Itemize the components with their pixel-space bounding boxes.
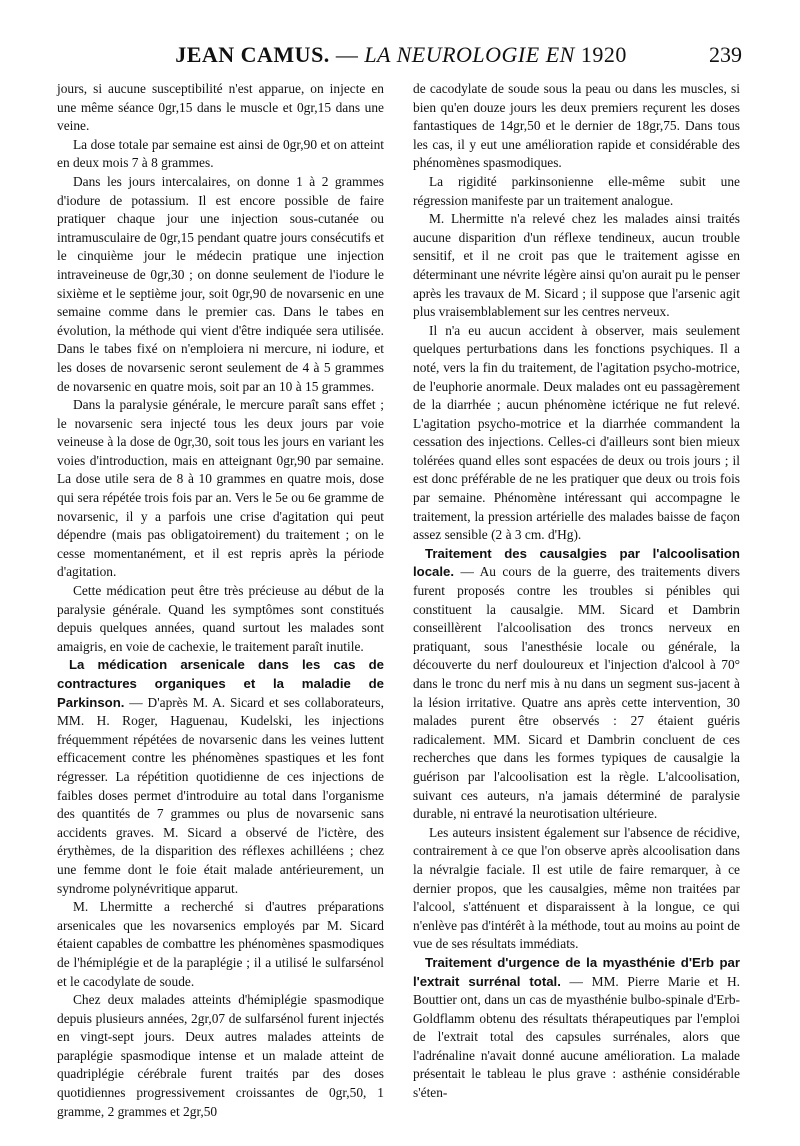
paragraph: de cacodylate de soude sous la peau ou dans les muscles, si bien qu'en douze jours les deux premiers reçurent les doses fantastiques de 14gr,50 et le dernier de 18gr,75. Dans tous les cas, il y eut une amélioration rapide et considérable des phénomènes spasmodiques.: [413, 81, 740, 171]
running-title: [60, 42, 742, 68]
section-paragraph: [413, 545, 740, 824]
section-paragraph: [57, 656, 384, 898]
section-title: Traitement d'urgence de la myasthénie d'Erb par l'extrait surrénal total.: [413, 954, 740, 989]
left-column: [57, 80, 384, 1121]
section-paragraph: [413, 954, 740, 1103]
page-header: [60, 42, 742, 72]
page-number: 239: [709, 42, 742, 67]
paragraph: Chez deux malades atteints d'hémiplégie spasmodique depuis plusieurs années, 2gr,07 de sulfarsénol furent injectés en vingt-sept jours. Deux autres malades atteints de paraplégie spasmodique intense et un malade atteint de quadriplégie cérébrale furent traités par des doses quotidiennes progressivement croissantes de 0gr,50, 1 gramme, 2 grammes et 2gr,50: [57, 992, 384, 1119]
paragraph: Il n'a eu aucun accident à observer, mais seulement quelques perturbations dans les fonctions psychiques. Il a noté, vers la fin du traitement, de l'agitation psycho-motrice, de l'euphorie anormale. Deux malades ont eu passagèrement de la diarrhée ; aucun phénomène ictérique ne fut relevé. L'agitation psycho-motrice et la diarrhée commandent la cessation des injections. Celles-ci d'ailleurs sont bien mieux tolérées quand elles sont espacées de deux ou trois jours ; il est donc préférable de ne les pratiquer que deux ou trois fois par semaine. Phénomène intéressant qui accompagne le traitement, la pression artérielle des malades baisse de façon assez sensible (2 à 3 cm. d'Hg).: [413, 322, 740, 543]
running-title-author: JEAN CAMUS.: [175, 42, 330, 67]
section-text: — D'après M. A. Sicard et ses collaborateurs, MM. H. Roger, Haguenau, Kudelski, les injections fréquemment répétées de novarsenic dans les veines luttent efficacement contre les phénomènes spastiques et les font régresser. La répétition quotidienne de ces injections de faibles doses permet d'introduire au total dans l'organisme des quantités de 7 grammes ou plus de novarsenic sans accidents graves. M. Sicard a observé de l'ictère, des érythèmes, de la disparition des réflexes achilléens ; chez une femme dont le foie était malade antérieurement, un syndrome polynévritique apparut.: [57, 694, 384, 896]
paragraph: Dans les jours intercalaires, on donne 1 à 2 grammes d'iodure de potassium. Il est encore possible de faire pratiquer chaque jour une injection sous-cutanée ou intramusculaire de 0gr,15 pendant quatre jours consécutifs et le cinquième jour le médecin pratique une injection intraveineuse de 0gr,30 ; on donne seulement de l'iodure le sixième et le septième jour, soit 0gr,90 de novarsenic en une semaine comme dans le premier cas. Dans le tabes en évolution, la méthode qui vient d'être indiquée sera utilisée. Dans le tabes fixé on n'emploiera ni mercure, ni iodure, et les doses de novarsenic seront seulement de 4 à 5 grammes de novarsenic en quatre mois, soit par an 10 à 15 grammes.: [57, 173, 384, 394]
section-title: Traitement des causalgies par l'alcoolisation locale.: [413, 545, 740, 580]
paragraph: jours, si aucune susceptibilité n'est apparue, on injecte en une même séance 0gr,15 dans le muscle et 0gr,15 dans une veine.: [57, 81, 384, 134]
running-title-subject: LA NEUROLOGIE EN: [364, 42, 575, 67]
right-column: [413, 80, 740, 1103]
section-text: — MM. Pierre Marie et H. Bouttier ont, dans un cas de myasthénie bulbo-spinale d'Erb-Goldflamm obtenu des résultats thérapeutiques par l'emploi de l'extrait total des capsules surrénales, alors que l'adrénaline n'avait donné aucune amélioration. La malade présentait le tableau le plus grave : asthénie considérable s'éten-: [413, 973, 740, 1101]
paragraph: La rigidité parkinsonienne elle-même subit une régression manifeste par un traitement analogue.: [413, 173, 740, 208]
running-title-year: 1920: [574, 42, 627, 67]
paragraph: Cette médication peut être très précieuse au début de la paralysie générale. Quand les symptômes sont constitués depuis quelques années, quand surtout les malades sont amaigris, en voie de cachexie, le traitement paraît inutile.: [57, 583, 384, 654]
paragraph: Les auteurs insistent également sur l'absence de récidive, contrairement à ce que l'on observe après alcoolisation dans la névralgie faciale. Il est utile de faire remarquer, à ce dernier propos, que les causalgies, même non traitées par l'alcool, s'atténuent et disparaissent à la longue, ce qui n'enlève pas d'intérêt à la méthode, tout au moins au point de vue de ses résultats immédiats.: [413, 824, 740, 952]
section-title: La médication arsenicale dans les cas de contractures organiques et la maladie de Parkinson.: [57, 657, 384, 710]
paragraph: M. Lhermitte n'a relevé chez les malades ainsi traités aucune disparition d'un réflexe tendineux, aucun trouble sensitif, et il ne croit pas que le traitement agisse en déterminant une névrite légère ainsi qu'on aurait pu le penser après les travaux de M. Sicard ; il suppose que l'arsenic agit plus vraisemblablement sur les centres nerveux.: [413, 211, 740, 320]
running-title-separator: —: [329, 42, 365, 67]
section-text: — Au cours de la guerre, des traitements divers furent proposés contre les troubles si pénibles qui constituent la causalgie. MM. Sicard et Dambrin conseillèrent l'alcoolisation des troncs nerveux en pratiquant, sous l'anesthésie locale ou générale, la découverte du nerf douloureux et l'injection d'alcool à 70° dans le tronc du nerf mis à nu dans un segment sus-jacent à la lésion irritative. Quatre ans après cette intervention, 30 malades purent être observés : 27 étaient guéris radicalement. MM. Sicard et Dambrin concluent de ces recherches que dans les formes typiques de causalgie la guérison par l'alcoolisation est la règle. L'alcoolisation, suivant ces auteurs, n'a jamais déterminé de paralysie durable, ni entravé la neurotisation ultérieure.: [413, 564, 740, 822]
paragraph: La dose totale par semaine est ainsi de 0gr,90 et on atteint en deux mois 7 à 8 grammes.: [57, 136, 384, 171]
paragraph: M. Lhermitte a recherché si d'autres préparations arsenicales que les novarsenics employés par M. Sicard étaient capables de combattre les phénomènes spasmodiques de l'hémiplégie et de la paraplégie ; il a utilisé le sulfarsénol et le cacodylate de soude.: [57, 899, 384, 989]
paragraph: Dans la paralysie générale, le mercure paraît sans effet ; le novarsenic sera injecté tous les deux jours par voie veineuse à la dose de 0gr,30, soit tous les jours en variant les voies d'introduction, mais en atteignant 0gr,90 par semaine. La dose utile sera de 8 à 10 grammes en quatre mois, dose qui sera répétée trois fois par an. Vers le 5e ou 6e gramme de novarsenic, il y a parfois une crise d'agitation qui peut dépendre (mais pas obligatoirement) du traitement ; on le cesse momentanément, et il est repris après la période d'agitation.: [57, 397, 384, 580]
